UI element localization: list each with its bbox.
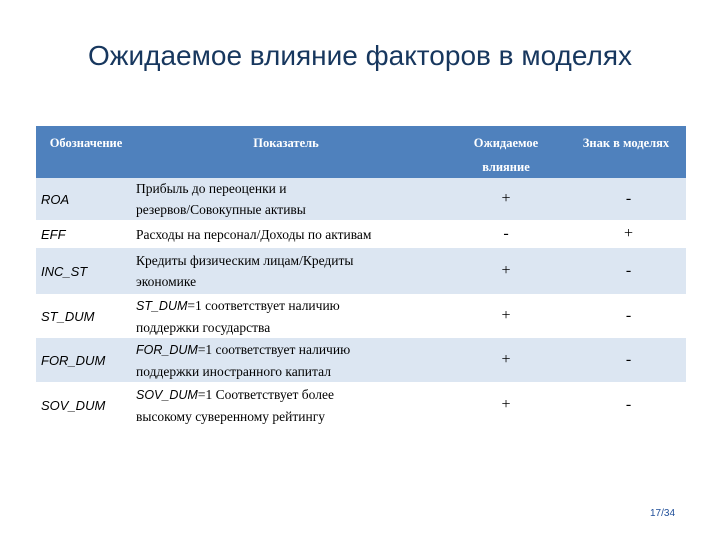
row-desc-line1: Кредиты физическим лицам/Кредиты (136, 253, 354, 268)
row-desc-variable: FOR_DUM (136, 342, 198, 357)
row-description (136, 178, 436, 220)
row-sign: - (625, 307, 632, 324)
row-desc-line1: =1 Соответствует более (197, 386, 334, 402)
row-expected: + (501, 307, 511, 324)
page-number: 17/34 (650, 508, 676, 519)
table-row (36, 338, 686, 382)
header-sign: Знак в моделях (582, 136, 670, 150)
row-expected: + (501, 262, 511, 279)
header-indicator: Показатель (253, 136, 319, 150)
row-desc-line2: поддержки иностранного капитал (136, 363, 331, 379)
row-description (136, 338, 436, 382)
row-expected: - (503, 225, 509, 242)
row-code: EFF (41, 226, 66, 242)
row-desc-line1: Расходы на персонал/Доходы по активам (136, 226, 372, 242)
row-desc-line2: резервов/Совокупные активы (136, 202, 306, 217)
row-sign: - (625, 262, 632, 279)
slide-title: Ожидаемое влияние факторов в моделях (87, 40, 633, 71)
row-code: ROA (41, 191, 70, 207)
row-expected: + (501, 396, 511, 413)
row-description (136, 248, 436, 294)
row-desc-line1: =1 соответствует наличию (197, 341, 351, 357)
row-desc-line2: экономике (136, 274, 197, 289)
row-desc-line2: высокому суверенному рейтингу (136, 408, 326, 424)
row-desc-line1: =1 соответствует наличию (187, 297, 340, 313)
row-expected: + (501, 351, 511, 368)
table-header (36, 126, 686, 178)
table-row (36, 178, 686, 220)
row-desc-line2: поддержки государства (136, 319, 271, 335)
row-desc-line1: Прибыль до переоценки и (136, 181, 287, 196)
header-designation: Обозначение (49, 136, 123, 150)
row-description (136, 382, 436, 428)
row-description (136, 220, 436, 248)
row-code: FOR_DUM (41, 352, 106, 368)
table-row (36, 220, 686, 248)
table-row (36, 248, 686, 294)
row-sign: - (625, 396, 632, 413)
row-expected: + (501, 190, 511, 207)
row-sign: + (623, 225, 634, 242)
row-code: ST_DUM (41, 308, 95, 324)
row-desc-variable: SOV_DUM (136, 387, 198, 402)
header-expected-line1: Ожидаемое (473, 136, 539, 150)
row-desc-variable: ST_DUM (136, 298, 188, 313)
row-description (136, 294, 436, 338)
row-sign: - (625, 351, 632, 368)
header-expected-line2: влияние (482, 160, 530, 174)
table-row (36, 382, 686, 428)
row-code: SOV_DUM (41, 397, 106, 413)
row-code: INC_ST (41, 263, 88, 279)
row-sign: - (625, 190, 632, 207)
table-row (36, 294, 686, 338)
